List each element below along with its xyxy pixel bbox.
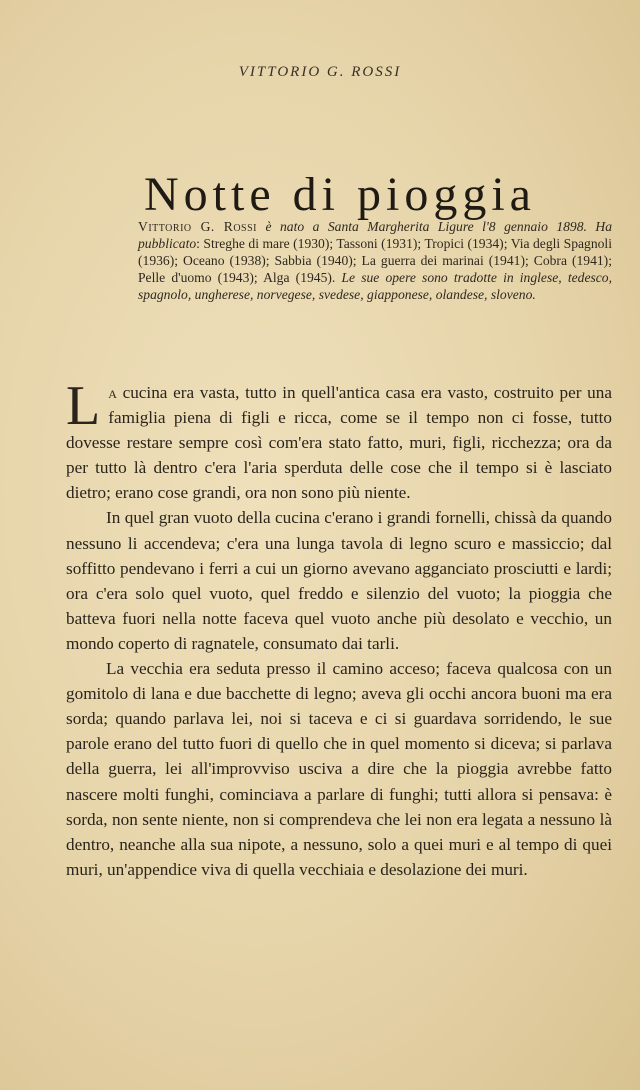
paragraph-1-text: cucina era vasta, tutto in quell'antica casa era vasto, costruito per una famiglia piena di figli e ricca, come se il tempo non ci fosse, tutto dovesse restare sempre così com'era stato fatto, muri, figli, ricchezza; ora da per tutto là dentro c'era l'aria sperduta delle cose che il tempo si è lasciato dietro; erano cose grandi, ora non sono più niente. bbox=[66, 383, 612, 503]
bio-works: : Streghe di mare (1930); Tassoni (1931); Tropici (1934); Via degli Spagnoli (1936); Oceano (1938); Sabbia (1940); La guerra dei marinai (1941); Cobra (1941); Pelle d'uomo (1943); Alga (1945). bbox=[138, 236, 612, 285]
story-paragraph: La vecchia era seduta presso il camino acceso; faceva qualcosa con un gomitolo di lana e due bacchette di legno; aveva gli occhi ancora buoni ma era sorda; quando parlava lei, noi si taceva e ci si guardava sorridendo, le sue parole erano del tutto fuori di quello che in quel momento si diceva; si parlava della guerra, lei all'improvviso usciva a dire che la pioggia avrebbe fatto nascere molti funghi, cominciava a parlare di funghi; tutti allora si pensava: è sorda, non sente niente, non si comprendeva che lei non era legata a nessuno là dentro, neanche alla sua nipote, a nessuno, solo a quei muri e al tempo di quei muri, un'appendice viva di quella vecchiaia e desolazione dei muri. bbox=[66, 659, 612, 879]
bio-author-name: Vittorio G. Rossi bbox=[138, 219, 258, 234]
story-body bbox=[66, 375, 612, 882]
story-paragraph: In quel gran vuoto della cucina c'erano i grandi fornelli, chissà da quando nessuno li accendeva; c'era una lunga tavola di legno scuro e massiccio; dal soffitto pendevano i ferri a cui un giorno avevano agganciato prosciutti e lardi; ora c'era solo quel vuoto, quel freddo e silenzio del vuoto; la pioggia che batteva fuori nella notte faceva quel vuoto anche più desolato e vecchio, un mondo coperto di ragnatele, consumato dai tarli. bbox=[66, 508, 612, 653]
author-bio bbox=[138, 218, 612, 303]
running-header-author: VITTORIO G. ROSSI bbox=[238, 64, 402, 80]
page-title: Notte di pioggia bbox=[144, 168, 536, 222]
story-paragraph bbox=[66, 375, 612, 505]
bio-intro: è nato a Santa Margherita Ligure l'8 gennaio 1898. Ha pubblicato bbox=[138, 219, 612, 251]
lead-word: a bbox=[108, 383, 117, 402]
drop-cap: L bbox=[66, 375, 101, 437]
bio-translations: Le sue opere sono tradotte in inglese, tedesco, spagnolo, ungherese, norvegese, svedese, giapponese, olandese, sloveno. bbox=[138, 270, 612, 302]
